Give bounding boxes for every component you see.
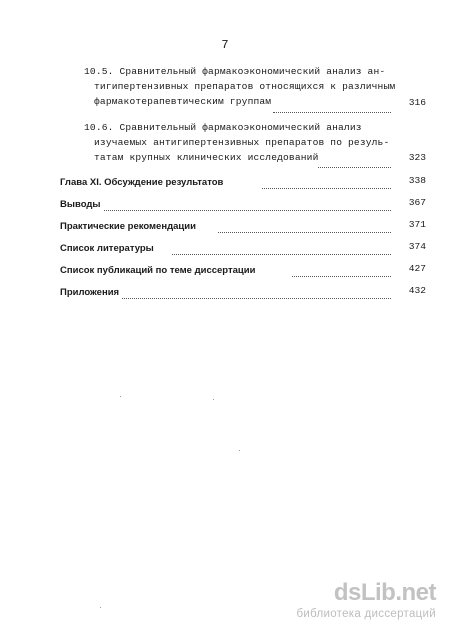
watermark-subtitle: библиотека диссертаций — [296, 608, 436, 620]
toc-entry-10-5[interactable] — [84, 64, 395, 109]
watermark-logo: dsLib.net — [333, 579, 436, 606]
toc-entry-line: изучаемых антигипертензивных препаратов по резуль- — [94, 137, 390, 148]
scan-speck — [213, 399, 214, 400]
toc-entry-title: Приложения — [60, 287, 120, 298]
page-ref: 427 — [408, 263, 426, 274]
dot-leader — [262, 187, 391, 189]
toc-entry-title: Выводы — [60, 199, 101, 210]
dot-leader — [218, 231, 391, 233]
dot-leader — [318, 166, 391, 168]
scan-speck — [120, 396, 121, 397]
dot-leader — [104, 209, 391, 211]
scan-speck — [239, 450, 240, 451]
toc-entry-conclusions[interactable] — [60, 197, 101, 212]
toc-entry-title: Глава XI. Обсуждение результатов — [60, 177, 224, 188]
page-ref: 316 — [408, 97, 426, 108]
dot-leader — [172, 253, 391, 255]
toc-entry-title: Практические рекомендации — [60, 221, 196, 232]
toc-entry-line: 10.6. Сравнительный фармакоэкономический анализ — [84, 122, 362, 133]
toc-entry-title: Список публикаций по теме диссертации — [60, 265, 256, 276]
page-number: 7 — [221, 38, 229, 52]
watermark[interactable] — [296, 581, 436, 620]
page-ref: 371 — [408, 219, 426, 230]
toc-entry-references[interactable] — [60, 241, 154, 256]
dot-leader — [122, 297, 391, 299]
page-ref: 374 — [408, 241, 426, 252]
page-ref: 367 — [408, 197, 426, 208]
toc-entry-line: татам крупных клинических исследований — [94, 152, 319, 163]
toc-entry-appendices[interactable] — [60, 285, 119, 300]
toc-entry-10-6[interactable] — [84, 120, 389, 165]
toc-entry-publications[interactable] — [60, 263, 255, 278]
toc-entry-title: Список литературы — [60, 243, 154, 254]
toc-entry-chapter-11[interactable] — [60, 175, 223, 190]
dot-leader — [273, 111, 391, 113]
page-ref: 323 — [408, 152, 426, 163]
toc-entry-line: фармакотерапевтическим группам — [94, 96, 272, 107]
dot-leader — [292, 275, 391, 277]
toc-entry-recommendations[interactable] — [60, 219, 196, 234]
page-ref: 432 — [408, 285, 426, 296]
toc-entry-line: тигипертензивных препаратов относящихся к различным — [94, 81, 396, 92]
toc-entry-line: 10.5. Сравнительный фармакоэкономический анализ ан- — [84, 66, 386, 77]
page-ref: 338 — [408, 175, 426, 186]
scan-speck — [100, 607, 101, 608]
